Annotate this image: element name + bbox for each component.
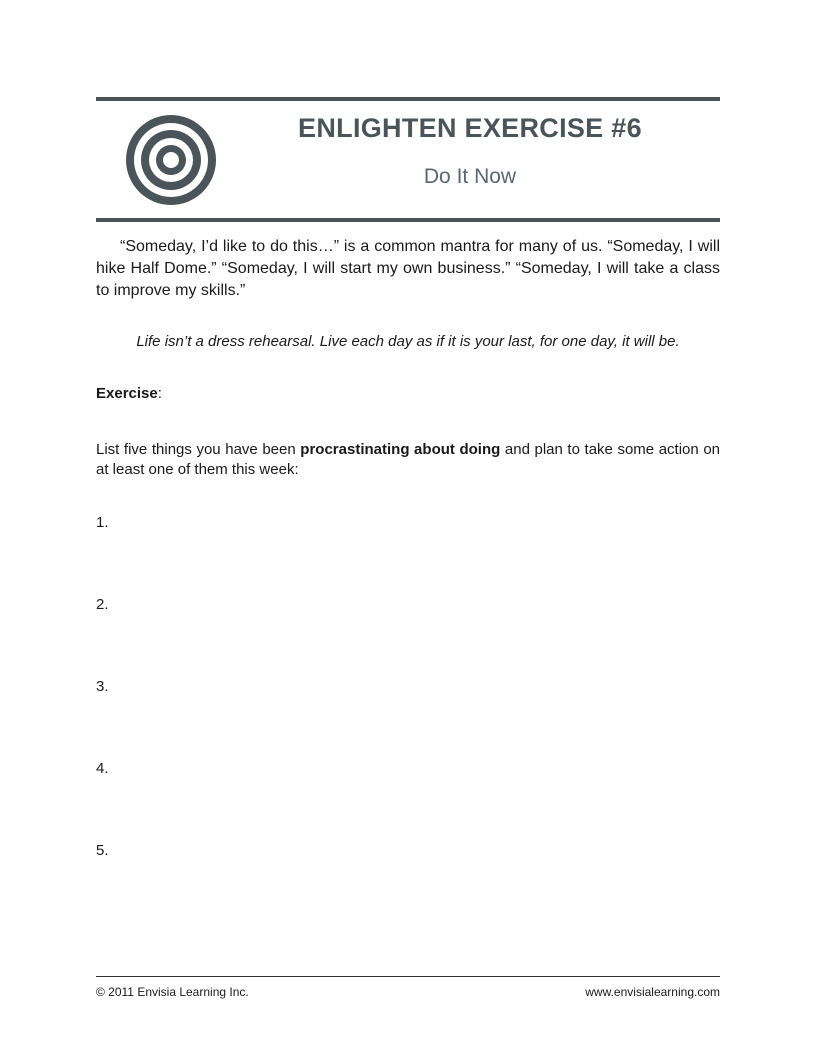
instructions-text-start: List five things you have been [96, 441, 301, 458]
instructions-emphasis: procrastinating about doing [300, 441, 501, 458]
list-item-3: 3. [96, 678, 109, 695]
list-item-1: 1. [96, 514, 109, 531]
footer-website: www.envisialearning.com [585, 985, 720, 999]
target-icon [125, 114, 217, 206]
header-top-rule [96, 97, 720, 101]
page-title: ENLIGHTEN EXERCISE #6 [298, 113, 642, 143]
footer-rule [96, 976, 720, 977]
exercise-label: Exercise [96, 385, 158, 402]
exercise-heading [96, 385, 162, 402]
list-item-5: 5. [96, 842, 109, 859]
header-bottom-rule [96, 218, 720, 222]
quote: Life isn’t a dress rehearsal. Live each day as if it is your last, for one day, it will be. [136, 333, 680, 350]
list-item-2: 2. [96, 596, 109, 613]
list-item-4: 4. [96, 760, 109, 777]
exercise-colon: : [157, 385, 162, 402]
instructions-text-end: and plan to take some action on at least one of them this week: [96, 441, 721, 478]
instructions-paragraph [96, 440, 720, 480]
footer-copyright: © 2011 Envisia Learning Inc. [96, 985, 249, 999]
page-subtitle: Do It Now [423, 165, 517, 188]
intro-paragraph: “Someday, I’d like to do this…” is a common mantra for many of us. “Someday, I will hike Half Dome.” “Someday, I will start my own business.” “Someday, I will take a class to improve my skills.” [96, 238, 720, 299]
